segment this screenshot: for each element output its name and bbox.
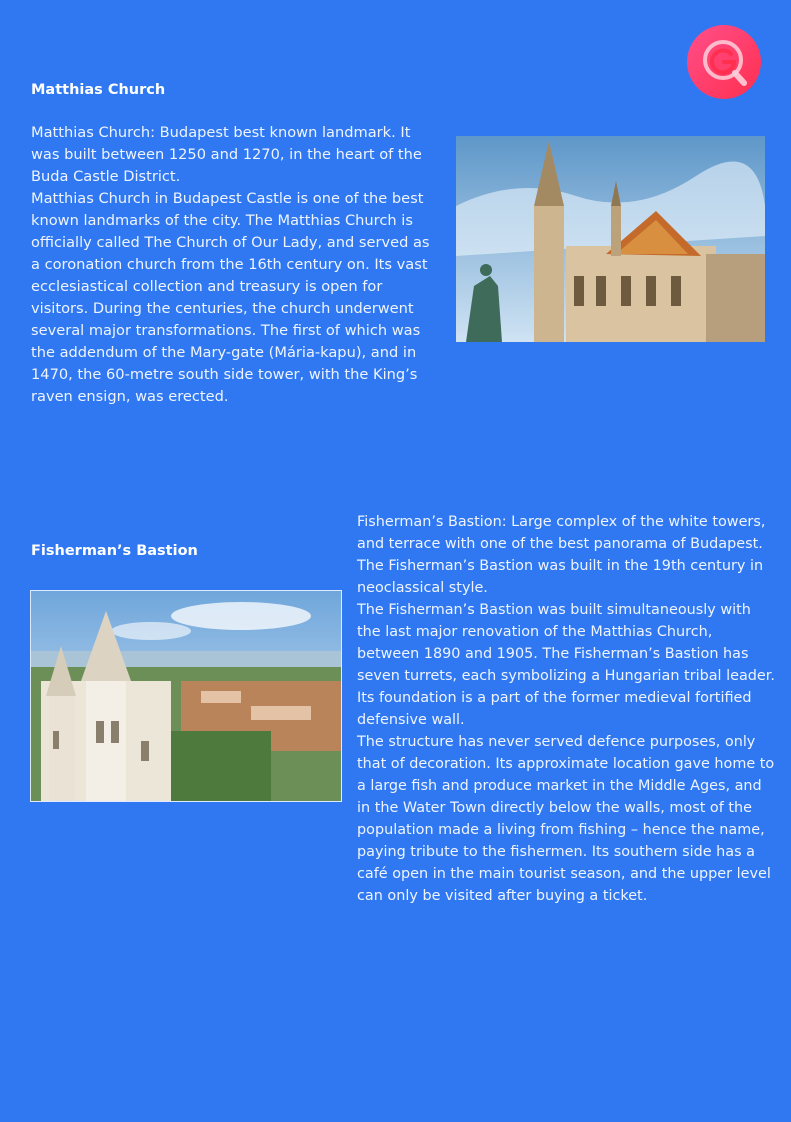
section-title-fishermans-bastion: Fisherman’s Bastion [31, 543, 198, 559]
paragraph: The structure has never served defence purposes, only that of decoration. Its approximate location gave home to a large fish and produce market in the Middle Ages, and in the Water Town directly below the walls, most of the population made a living from fishing – hence the name, paying tribute to the fishermen. Its southern side has a café open in the main tourist season, and the upper level can only be visited after buying a ticket. [357, 734, 775, 904]
paragraph: The Fisherman’s Bastion was built simultaneously with the last major renovation of the Matthias Church, between 1890 and 1905. The Fisherman’s Bastion has seven turrets, each symbolizing a Hungarian tribal leader. Its foundation is a part of the former medieval fortified defensive wall. [357, 602, 775, 728]
paragraph: Matthias Church in Budapest Castle is one of the best known landmarks of the city. The Matthias Church is officially called The Church of Our Lady, and served as a coronation church from the 16th century on. Its vast ecclesiastical collection and treasury is open for visitors. During the centuries, the church underwent several major transformations. The first of which was the addendum of the Mary-gate (Mária-kapu), and in 1470, the 60-metre south side tower, with the King’s raven ensign, was erected. [31, 190, 430, 405]
section-title-matthias-church: Matthias Church [31, 82, 166, 98]
matthias-church-photo [456, 136, 765, 342]
paragraph: Fisherman’s Bastion: Large complex of the white towers, and terrace with one of the best panorama of Budapest. The Fisherman’s Bastion was built in the 19th century in neoclassical style. [357, 514, 766, 596]
brand-logo-icon [686, 24, 762, 100]
fishermans-bastion-photo [30, 590, 342, 802]
matthias-church-text [31, 122, 443, 408]
fishermans-bastion-text [357, 511, 775, 907]
paragraph: Matthias Church: Budapest best known landmark. It was built between 1250 and 1270, in the heart of the Buda Castle District. [31, 124, 422, 185]
